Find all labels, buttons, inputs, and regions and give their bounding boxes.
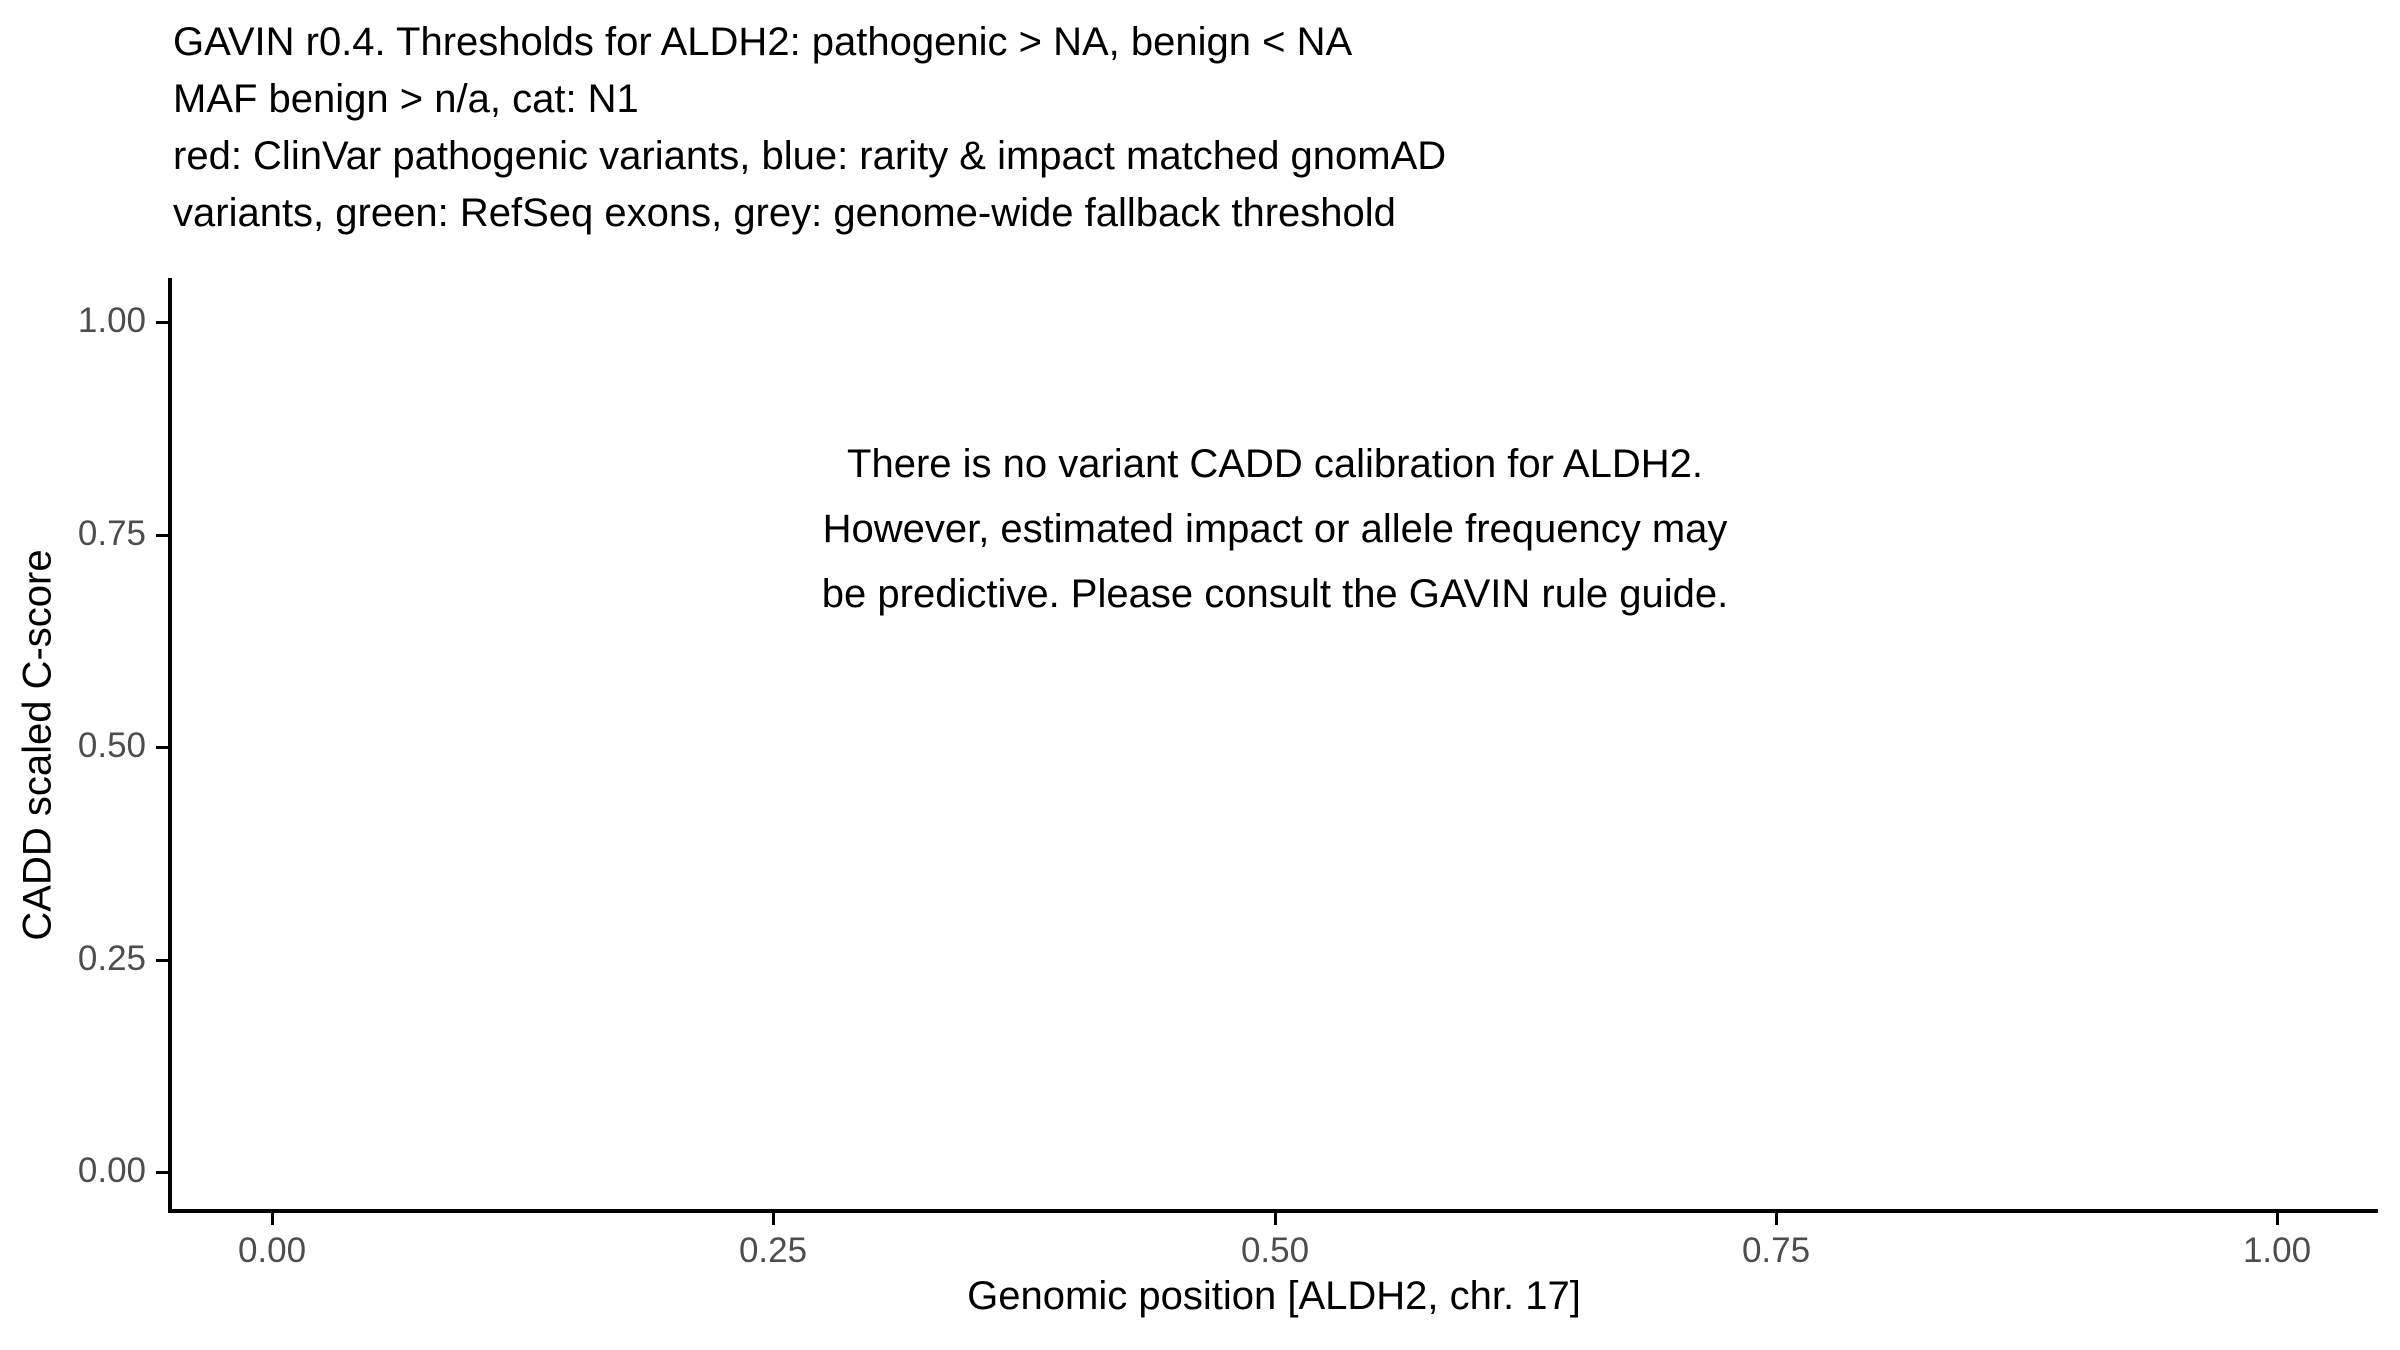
y-tick-mark <box>156 321 168 324</box>
y-tick-mark <box>156 534 168 537</box>
y-tick-mark <box>156 746 168 749</box>
annotation-line-1: There is no variant CADD calibration for ALDH2. <box>847 442 1703 486</box>
annotation-line-2: However, estimated impact or allele frequency may <box>822 507 1728 551</box>
y-tick-label: 0.75 <box>77 514 146 553</box>
plot-title-line-1: GAVIN r0.4. Thresholds for ALDH2: pathogenic > NA, benign < NA <box>173 20 1353 64</box>
x-tick-label: 0.75 <box>1741 1231 1811 1270</box>
x-tick-label: 0.50 <box>1240 1231 1310 1270</box>
x-tick-label: 1.00 <box>2242 1231 2312 1270</box>
plot-title-line-4: variants, green: RefSeq exons, grey: genome-wide fallback threshold <box>173 191 1396 235</box>
plot-title <box>173 14 1446 242</box>
y-tick-label: 1.00 <box>77 301 146 340</box>
x-axis-title: Genomic position [ALDH2, chr. 17] <box>967 1274 1581 1318</box>
no-calibration-annotation <box>675 432 1875 627</box>
y-tick-mark <box>156 1171 168 1174</box>
x-tick-mark <box>1775 1213 1778 1225</box>
x-tick-mark <box>2276 1213 2279 1225</box>
plot-title-line-3: red: ClinVar pathogenic variants, blue: rarity & impact matched gnomAD <box>173 134 1447 178</box>
x-tick-mark <box>1274 1213 1277 1225</box>
y-tick-label: 0.00 <box>77 1151 146 1190</box>
y-tick-mark <box>156 959 168 962</box>
plot-panel <box>168 278 2378 1213</box>
plot-title-line-2: MAF benign > n/a, cat: N1 <box>173 77 639 121</box>
y-tick-label: 0.50 <box>77 726 146 765</box>
x-tick-mark <box>271 1213 274 1225</box>
x-tick-label: 0.00 <box>237 1231 307 1270</box>
y-tick-label: 0.25 <box>77 939 146 978</box>
x-tick-mark <box>772 1213 775 1225</box>
annotation-line-3: be predictive. Please consult the GAVIN rule guide. <box>821 572 1729 616</box>
x-tick-label: 0.25 <box>738 1231 808 1270</box>
y-axis-title: CADD scaled C-score <box>15 549 60 941</box>
